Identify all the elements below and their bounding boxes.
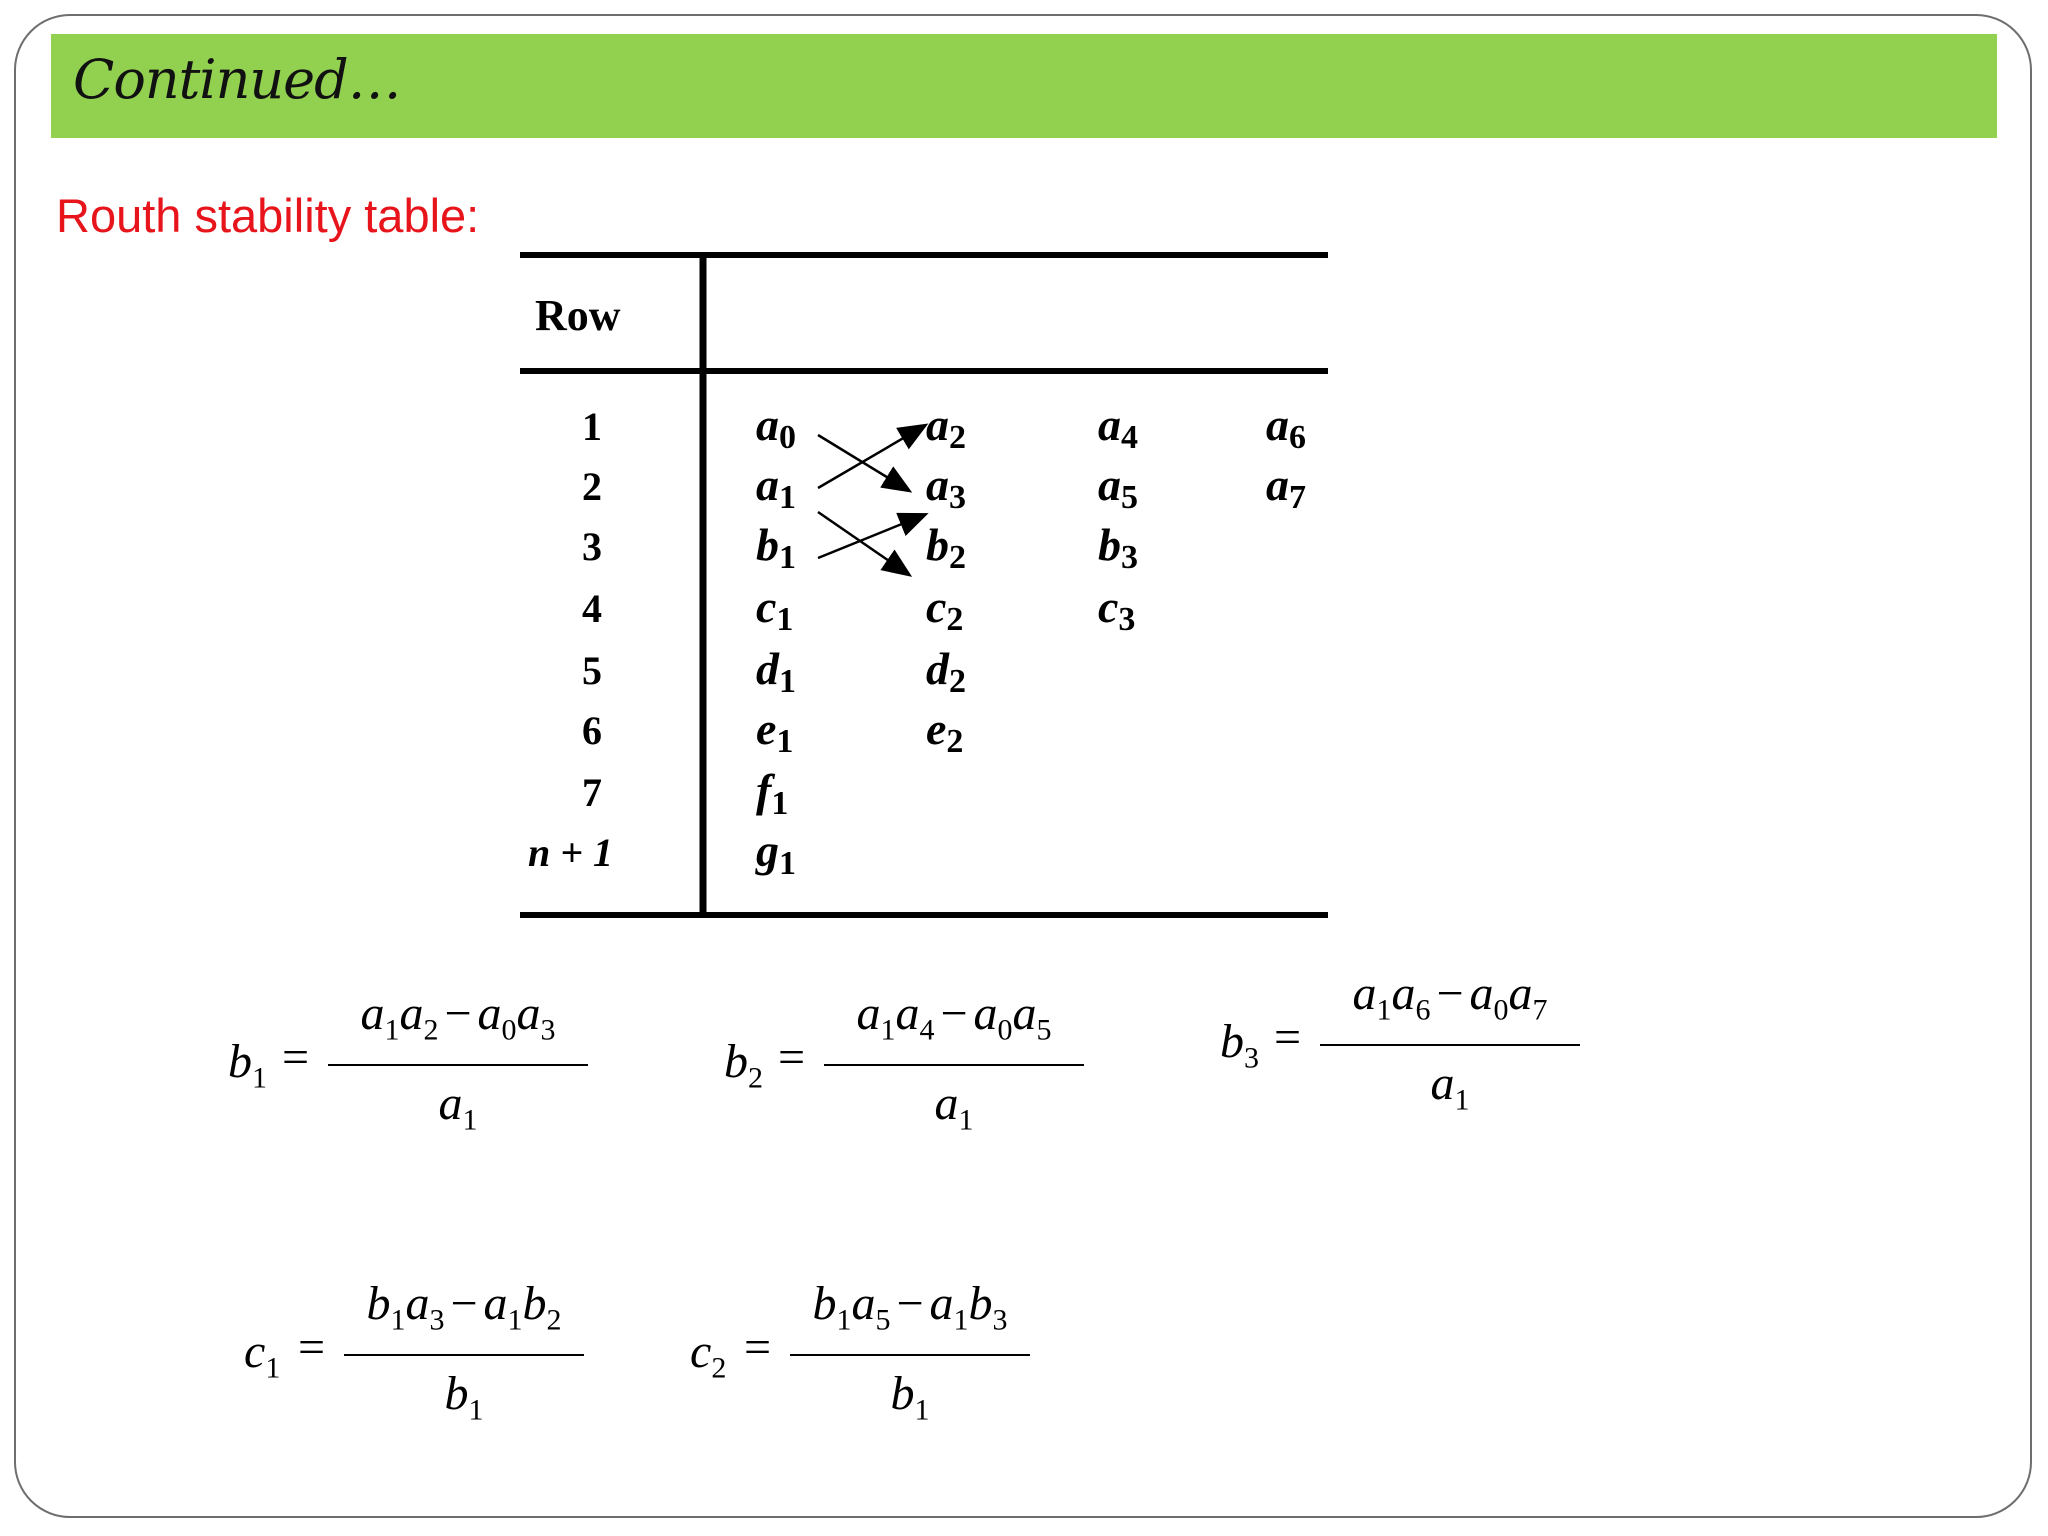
- table-cell: d1: [756, 643, 796, 700]
- row-label: 2: [582, 464, 602, 509]
- equals-sign: =: [1274, 1011, 1302, 1064]
- table-cell: a5: [1098, 459, 1138, 516]
- equation-denominator: $b_1$: [444, 1367, 484, 1427]
- table-cell: g1: [756, 825, 796, 882]
- arrow-a1-a2: [818, 426, 924, 488]
- fraction-bar: [328, 1064, 588, 1066]
- table-cell: c1: [756, 581, 794, 638]
- table-cell: a0: [756, 399, 796, 456]
- fraction-bar: [824, 1064, 1084, 1066]
- equation-numerator: $a_1a_4 - a_0a_5$: [856, 987, 1052, 1047]
- equation-lhs: $c_2$: [690, 1325, 727, 1385]
- routh-table: [520, 250, 1330, 935]
- table-cell: a7: [1266, 459, 1306, 516]
- row-labels: [528, 404, 613, 875]
- equation-lhs: $b_1$: [228, 1035, 267, 1095]
- table-cell: e2: [926, 703, 964, 760]
- title-bar: [51, 34, 1997, 138]
- equals-sign: =: [778, 1031, 806, 1084]
- equation-denominator: $a_1$: [438, 1077, 478, 1137]
- table-cell: a4: [1098, 399, 1138, 456]
- table-cell: e1: [756, 703, 794, 760]
- equals-sign: =: [282, 1031, 310, 1084]
- row-label: 6: [582, 708, 602, 753]
- fraction-bar: [1320, 1044, 1580, 1046]
- row-label: 4: [582, 586, 602, 631]
- row-label: 1: [582, 404, 602, 449]
- equation-lhs: $b_3$: [1220, 1015, 1259, 1075]
- equation-5: [690, 1277, 1050, 1450]
- equation-denominator: $b_1$: [890, 1367, 930, 1427]
- table-cell: c3: [1098, 581, 1136, 638]
- equation-lhs: $c_1$: [244, 1325, 281, 1385]
- table-cell: b3: [1098, 519, 1138, 576]
- row-label: n + 1: [528, 830, 614, 875]
- table-cell: f1: [756, 765, 789, 822]
- table-cell: a3: [926, 459, 966, 516]
- equation-numerator: $b_1a_3 - a_1b_2$: [366, 1277, 562, 1337]
- equation-denominator: $a_1$: [934, 1077, 974, 1137]
- table-cell: d2: [926, 643, 966, 700]
- coefficient-cells: [755, 399, 1306, 882]
- table-cell: c2: [926, 581, 964, 638]
- row-label: 3: [582, 524, 602, 569]
- equation-denominator: $a_1$: [1430, 1057, 1470, 1117]
- equation-lhs: $b_2$: [724, 1035, 763, 1095]
- table-cell: b2: [926, 519, 966, 576]
- routh-table-graphic: [520, 250, 1330, 930]
- equation-3: [1220, 967, 1580, 1140]
- equation-2: [724, 987, 1084, 1160]
- equation-4: [244, 1277, 604, 1450]
- equation-1: [228, 987, 588, 1160]
- equation-numerator: $b_1a_5 - a_1b_3$: [812, 1277, 1008, 1337]
- row-label: 5: [582, 648, 602, 693]
- table-cell: a1: [756, 459, 796, 516]
- equation-numerator: $a_1a_2 - a_0a_3$: [360, 987, 556, 1047]
- equation-numerator: $a_1a_6 - a_0a_7$: [1352, 967, 1548, 1027]
- fraction-bar: [344, 1354, 584, 1356]
- table-cell: a6: [1266, 399, 1306, 456]
- table-cell: b1: [756, 519, 796, 576]
- slide-title: Continued…: [73, 48, 401, 111]
- row-label: 7: [582, 770, 602, 815]
- table-header-row: Row: [535, 291, 621, 340]
- section-heading: Routh stability table:: [56, 189, 480, 242]
- equals-sign: =: [298, 1321, 326, 1374]
- table-cell: a2: [926, 399, 966, 456]
- equals-sign: =: [744, 1321, 772, 1374]
- fraction-bar: [790, 1354, 1030, 1356]
- arrow-a1-b2: [818, 512, 908, 574]
